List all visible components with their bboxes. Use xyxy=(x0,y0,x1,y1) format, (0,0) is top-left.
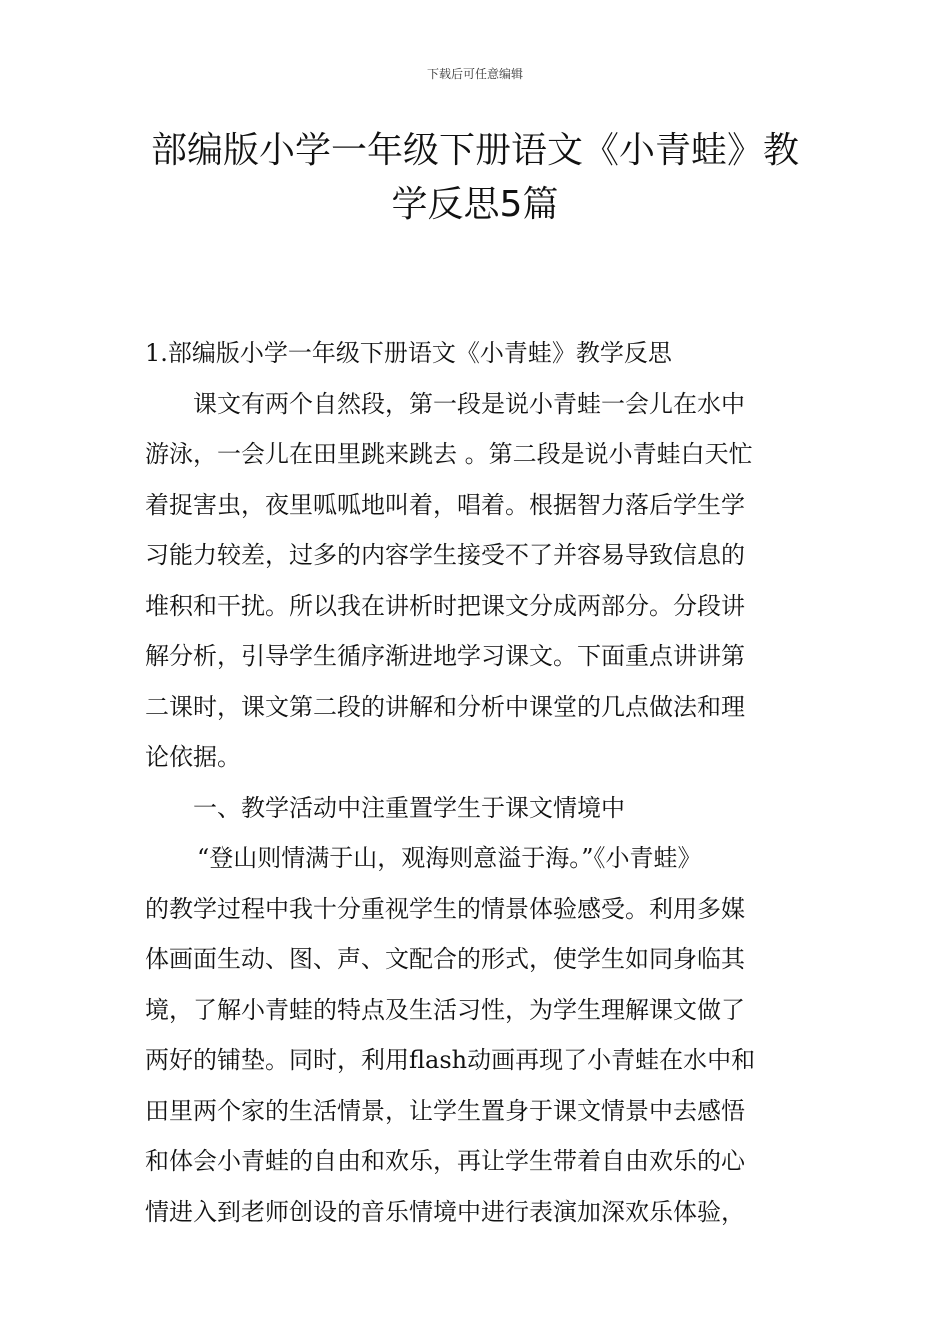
paragraph-line: 情进入到老师创设的音乐情境中进行表演加深欢乐体验， xyxy=(145,1197,745,1226)
body-text xyxy=(145,328,810,1237)
paragraph-line: 课文有两个自然段，第一段是说小青蛙一会儿在水中 xyxy=(193,389,745,418)
paragraph-line: 境，了解小青蛙的特点及生活习性，为学生理解课文做了 xyxy=(145,995,745,1024)
subsection-heading: 一、教学活动中注重置学生于课文情境中 xyxy=(193,793,625,822)
paragraph-line: 体画面生动、图、声、文配合的形式，使学生如同身临其 xyxy=(145,945,745,973)
title-line-1: 部编版小学一年级下册语文《小青蛙》教 xyxy=(150,130,799,171)
paragraph-line: 习能力较差，过多的内容学生接受不了并容易导致信息的 xyxy=(145,541,745,569)
section-heading: 1.部编版小学一年级下册语文《小青蛙》教学反思 xyxy=(145,339,672,367)
title-line-2: 学反思5篇 xyxy=(391,184,559,225)
paragraph-line: “登山则情满于山，观海则意溢于海。”《小青蛙》 xyxy=(197,844,702,872)
paragraph-line: 着捉害虫，夜里呱呱地叫着，唱着。根据智力落后学生学 xyxy=(145,490,745,519)
paragraph-line: 论依据。 xyxy=(145,743,241,771)
paragraph-line: 的教学过程中我十分重视学生的情景体验感受。利用多媒 xyxy=(145,894,745,923)
paragraph-line: 游泳，一会儿在田里跳来跳去 。第二段是说小青蛙白天忙 xyxy=(145,440,753,468)
paragraph-line: 两好的铺垫。同时，利用flash动画再现了小青蛙在水中和 xyxy=(145,1046,756,1074)
paragraph-line: 二课时，课文第二段的讲解和分析中课堂的几点做法和理 xyxy=(145,692,745,721)
document-title xyxy=(110,124,840,232)
paragraph-line: 田里两个家的生活情景，让学生置身于课文情景中去感悟 xyxy=(145,1096,745,1125)
paragraph-line: 堆积和干扰。所以我在讲析时把课文分成两部分。分段讲 xyxy=(145,591,745,620)
paragraph-line: 和体会小青蛙的自由和欢乐，再让学生带着自由欢乐的心 xyxy=(145,1147,745,1175)
header-note: 下载后可任意编辑 xyxy=(426,67,523,81)
paragraph-line: 解分析，引导学生循序渐进地学习课文。下面重点讲讲第 xyxy=(145,642,745,670)
